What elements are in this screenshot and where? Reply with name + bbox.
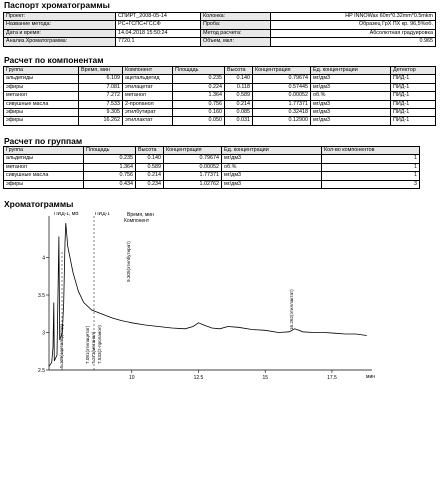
table-cell: метанол (123, 92, 173, 100)
passport-row (4, 38, 436, 46)
passport-label: Название метода: (4, 21, 116, 29)
peak-label: 7.272(метанол) (91, 331, 96, 364)
detector-label: ПИД-1 (95, 212, 111, 217)
table-cell: мг/дм3 (311, 117, 391, 125)
y-axis-label: ПИД-1, мВ (54, 212, 79, 217)
table-row (4, 100, 436, 108)
column-header: Площадь (84, 147, 136, 155)
table-cell: мг/дм3 (311, 100, 391, 108)
table-cell: ПИД-1 (391, 117, 436, 125)
table-cell: об.% (311, 92, 391, 100)
column-header: Группа (4, 67, 79, 75)
y-tick-label: 3.5 (38, 293, 45, 299)
table-cell: 0.12900 (253, 117, 311, 125)
table-row (4, 92, 436, 100)
table-cell: ПИД-1 (391, 100, 436, 108)
table-cell: эфиры (4, 83, 79, 91)
table-cell: ацетальдегид (123, 75, 173, 83)
chromatogram-chart (0, 212, 441, 480)
passport-value: HP INNOWax 60m*0.32mm*0.5mkm (271, 13, 436, 21)
passport-table (3, 12, 436, 47)
table-cell: 0.434 (84, 180, 136, 188)
column-header: Компонент (123, 67, 173, 75)
column-header: Концентрация (253, 67, 311, 75)
table-cell: этилбутират (123, 108, 173, 116)
passport-row (4, 21, 436, 29)
passport-value: Образец ГрХ ПХ кр. 96,5%об. (271, 21, 436, 29)
table-cell: 0.160 (173, 108, 225, 116)
table-cell: этилацетат (123, 83, 173, 91)
table-cell: 0.756 (173, 100, 225, 108)
table-row (4, 172, 420, 180)
table-cell: 9.305 (79, 108, 123, 116)
components-table (3, 66, 436, 126)
table-cell: эфиры (4, 180, 84, 188)
passport-value: 14.04.2018 15:50:24 (116, 29, 201, 37)
y-ticks (38, 256, 49, 375)
table-cell: мг/дм3 (222, 172, 322, 180)
table-cell: 2-пропанол (123, 100, 173, 108)
x-ticks (129, 370, 337, 381)
table-cell: сивушные масла (4, 172, 84, 180)
passport-value: 0.965 (271, 38, 436, 46)
table-cell: 0.235 (173, 75, 225, 83)
groups-table (3, 146, 420, 189)
peak-label: 16.262(этиллактат) (289, 289, 294, 330)
components-title: Расчет по компонентам (4, 55, 104, 65)
x-tick-label: 17.5 (327, 375, 337, 381)
peak-label: 5.109(ацетальдегид) (59, 324, 64, 368)
table-cell: 0.589 (136, 163, 164, 171)
column-header: Ед. концентрации (311, 67, 391, 75)
table-cell: ПИД-1 (391, 92, 436, 100)
y-tick-label: 4 (42, 255, 45, 262)
table-cell: 1.77371 (164, 172, 222, 180)
table-cell: этиллактат (123, 117, 173, 125)
y-tick-label: 3 (42, 330, 45, 337)
groups-title: Расчет по группам (4, 136, 83, 146)
table-cell: ПИД-1 (391, 75, 436, 83)
table-cell: 0.140 (136, 155, 164, 163)
passport-row (4, 13, 436, 21)
column-header: Высота (225, 67, 253, 75)
table-cell: об.% (222, 163, 322, 171)
x-tick-label: 10 (128, 375, 135, 381)
column-header: Площадь (173, 67, 225, 75)
x-unit-label: мин (366, 374, 375, 380)
table-cell: эфиры (4, 108, 79, 116)
table-cell: мг/дм3 (222, 155, 322, 163)
passport-label: Проект: (4, 13, 116, 21)
corner-label-line2: Компонент (124, 218, 150, 224)
table-cell: 7.272 (79, 92, 123, 100)
column-header: Детектор (391, 67, 436, 75)
passport-title: Паспорт хроматограммы (4, 0, 110, 10)
table-row (4, 117, 436, 125)
chromatogram-title: Хроматограммы (4, 199, 74, 209)
table-cell: 0.79674 (164, 155, 222, 163)
passport-row (4, 29, 436, 37)
corner-label-line1: Время, мин (127, 212, 154, 218)
table-cell: 0.214 (225, 100, 253, 108)
table-cell: 1.77371 (253, 100, 311, 108)
table-row (4, 83, 436, 91)
table-cell: сивушные масла (4, 100, 79, 108)
passport-value: СПИРТ_2008-05-14 (116, 13, 201, 21)
table-cell: ПИД-1 (391, 108, 436, 116)
table-cell: 0.050 (173, 117, 225, 125)
table-cell: 7.533 (79, 100, 123, 108)
table-cell: 0.140 (225, 75, 253, 83)
table-row (4, 108, 436, 116)
table-cell: 1.364 (84, 163, 136, 171)
table-cell: 7.081 (79, 83, 123, 91)
peak-label: 7.533(2-пропанол) (97, 325, 102, 364)
table-cell: мг/дм3 (311, 83, 391, 91)
table-cell: 3 (322, 180, 420, 188)
table-cell: метанол (4, 163, 84, 171)
table-cell: 1.364 (173, 92, 225, 100)
column-header: Группа (4, 147, 84, 155)
column-header: Высота (136, 147, 164, 155)
table-cell: 0.224 (173, 83, 225, 91)
passport-value: PC+ГСПС+ГССФ (116, 21, 201, 29)
passport-label: Объем, мкл: (201, 38, 271, 46)
table-cell: мг/дм3 (222, 180, 322, 188)
passport-label: Метод расчета: (201, 29, 271, 37)
table-cell: 0.57445 (253, 83, 311, 91)
table-row (4, 75, 436, 83)
passport-value: Абсолютная градуировка (271, 29, 436, 37)
peak-label: 7.081(этилацетат) (85, 325, 90, 364)
table-cell: 1 (322, 172, 420, 180)
table-cell: 0.00052 (164, 163, 222, 171)
column-header: Время, мин (79, 67, 123, 75)
table-row (4, 163, 420, 171)
column-header: Кол-во компонентов (322, 147, 420, 155)
passport-label: Колонка: (201, 13, 271, 21)
x-tick-label: 15 (262, 375, 269, 381)
table-cell: 0.235 (84, 155, 136, 163)
table-row (4, 155, 420, 163)
column-header: Концентрация (164, 147, 222, 155)
table-cell: 0.118 (225, 83, 253, 91)
table-row (4, 180, 420, 188)
table-cell: альдегиды (4, 75, 79, 83)
table-cell: метанол (4, 92, 79, 100)
table-cell: 0.085 (225, 108, 253, 116)
table-cell: 0.32418 (253, 108, 311, 116)
passport-label: Дата и время: (4, 29, 116, 37)
column-header: Ед. концентрации (222, 147, 322, 155)
table-cell: 0.234 (136, 180, 164, 188)
table-cell: 1 (322, 155, 420, 163)
passport-label: Анализ.Хроматограмма: (4, 38, 116, 46)
table-cell: эфиры (4, 117, 79, 125)
table-cell: 0.589 (225, 92, 253, 100)
table-cell: 6.109 (79, 75, 123, 83)
peak-label: 9.305(этилбутират) (126, 241, 131, 282)
x-tick-label: 12.5 (193, 375, 204, 381)
y-tick-label: 2.5 (38, 368, 45, 374)
table-cell: ПИД-1 (391, 83, 436, 91)
table-cell: 0.00052 (253, 92, 311, 100)
table-cell: 0.214 (136, 172, 164, 180)
table-cell: 0.79674 (253, 75, 311, 83)
passport-label: Проба: (201, 21, 271, 29)
table-cell: альдегиды (4, 155, 84, 163)
table-cell: мг/дм3 (311, 108, 391, 116)
table-cell: 0.031 (225, 117, 253, 125)
table-cell: 16.262 (79, 117, 123, 125)
table-cell: мг/дм3 (311, 75, 391, 83)
table-cell: 0.756 (84, 172, 136, 180)
table-cell: 1 (322, 163, 420, 171)
table-cell: 1.02762 (164, 180, 222, 188)
passport-value: 7720.1 (116, 38, 201, 46)
